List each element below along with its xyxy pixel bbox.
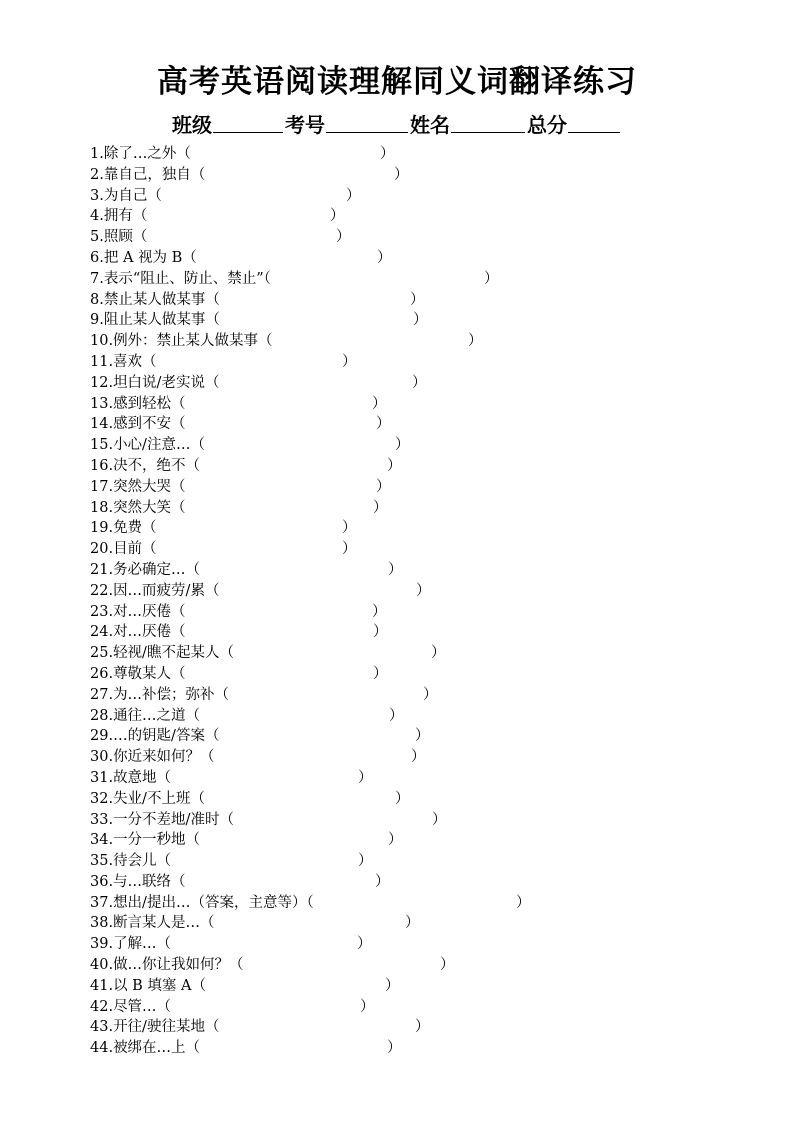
question-text: 为…补偿；弥补（ <box>113 686 230 703</box>
question-number: 39. <box>90 936 114 953</box>
question-number: 26. <box>90 665 114 682</box>
question-number: 44. <box>90 1040 114 1057</box>
question-number: 21. <box>90 561 114 578</box>
name-blank[interactable] <box>451 112 525 133</box>
question-number: 15. <box>90 437 114 454</box>
exam-no-blank[interactable] <box>326 112 408 133</box>
question-number: 16. <box>90 457 114 474</box>
question-item <box>90 1038 750 1059</box>
answer-blank-close-paren: ） <box>342 520 357 537</box>
question-number: 10. <box>90 333 114 350</box>
question-number: 41. <box>90 977 114 994</box>
question-text: 尊敬某人（ <box>113 665 186 682</box>
question-item <box>90 539 750 560</box>
question-text: 小心/注意…（ <box>113 437 205 454</box>
answer-blank-close-paren: ） <box>373 624 388 641</box>
question-text: 故意地（ <box>113 769 172 786</box>
question-item <box>90 206 750 227</box>
question-text: 你近来如何？（ <box>113 749 215 766</box>
question-item <box>90 414 750 435</box>
question-text: 突然大哭（ <box>113 478 186 495</box>
question-text: 因…而疲劳/累（ <box>113 582 220 599</box>
answer-blank-close-paren: ） <box>416 582 431 599</box>
question-item <box>90 165 750 186</box>
question-item <box>90 144 750 165</box>
question-number: 23. <box>90 603 114 620</box>
question-text: 表示“阻止、防止、禁止”（ <box>103 270 271 287</box>
question-item <box>90 1017 750 1038</box>
question-text: 做…你让我如何？（ <box>113 957 244 974</box>
question-text: 目前（ <box>113 541 157 558</box>
question-number: 3. <box>90 187 104 204</box>
answer-blank-close-paren: ） <box>387 457 402 474</box>
question-number: 6. <box>90 249 104 266</box>
question-number: 40. <box>90 957 114 974</box>
question-item <box>90 498 750 519</box>
answer-blank-close-paren: ） <box>372 603 387 620</box>
answer-blank-close-paren: ） <box>412 374 427 391</box>
question-item <box>90 269 750 290</box>
question-item <box>90 997 750 1018</box>
answer-blank-close-paren: ） <box>394 166 409 183</box>
question-item <box>90 664 750 685</box>
question-number: 43. <box>90 1019 114 1036</box>
question-list <box>90 144 750 1059</box>
question-item <box>90 685 750 706</box>
name-label: 姓名 <box>410 113 450 137</box>
question-item <box>90 893 750 914</box>
question-number: 35. <box>90 853 114 870</box>
answer-blank-close-paren: ） <box>411 749 426 766</box>
answer-blank-close-paren: ） <box>395 437 410 454</box>
question-text: 务必确定…（ <box>113 561 201 578</box>
question-item <box>90 477 750 498</box>
question-item <box>90 810 750 831</box>
question-number: 7. <box>90 270 104 287</box>
answer-blank-close-paren: ） <box>440 957 455 974</box>
question-item <box>90 955 750 976</box>
question-item <box>90 747 750 768</box>
question-text: 被绑在…上（ <box>113 1040 201 1057</box>
question-text: 喜欢（ <box>113 353 157 370</box>
question-text: 拥有（ <box>103 208 148 225</box>
answer-blank-close-paren: ） <box>358 853 373 870</box>
question-number: 25. <box>90 645 114 662</box>
question-number: 18. <box>90 499 114 516</box>
question-number: 12. <box>90 374 114 391</box>
question-text: 照顾（ <box>103 229 148 246</box>
question-item <box>90 310 750 331</box>
question-number: 20. <box>90 541 114 558</box>
question-text: 通往…之道（ <box>113 707 201 724</box>
question-text: 尽管…（ <box>113 998 172 1015</box>
answer-blank-close-paren: ） <box>357 936 372 953</box>
question-text: 一分一秒地（ <box>113 832 201 849</box>
question-item <box>90 706 750 727</box>
question-number: 24. <box>90 624 114 641</box>
question-text: 例外：禁止某人做某事（ <box>113 333 273 350</box>
question-text: 靠自己，独自（ <box>103 166 206 183</box>
question-number: 30. <box>90 749 114 766</box>
question-number: 28. <box>90 707 114 724</box>
question-text: 轻视/瞧不起某人（ <box>113 645 234 662</box>
answer-blank-close-paren: ） <box>387 1040 402 1057</box>
answer-blank-close-paren: ） <box>373 499 388 516</box>
answer-blank-close-paren: ） <box>336 229 351 246</box>
class-label: 班级 <box>172 113 212 137</box>
question-number: 31. <box>90 769 114 786</box>
question-item <box>90 394 750 415</box>
question-item <box>90 456 750 477</box>
class-blank[interactable] <box>213 112 283 133</box>
question-item <box>90 851 750 872</box>
question-number: 9. <box>90 312 104 329</box>
question-text: 免费（ <box>113 520 157 537</box>
question-item <box>90 622 750 643</box>
question-number: 42. <box>90 998 114 1015</box>
score-label: 总分 <box>527 113 567 137</box>
question-number: 36. <box>90 873 114 890</box>
question-item <box>90 602 750 623</box>
question-item <box>90 186 750 207</box>
answer-blank-close-paren: ） <box>342 541 357 558</box>
question-number: 27. <box>90 686 114 703</box>
question-number: 32. <box>90 790 114 807</box>
question-text: 一分不差地/准时（ <box>113 811 234 828</box>
question-number: 2. <box>90 166 104 183</box>
answer-blank-close-paren: ） <box>330 208 345 225</box>
question-text: 阻止某人做某事（ <box>103 312 220 329</box>
question-text: 感到不安（ <box>113 416 186 433</box>
question-item <box>90 830 750 851</box>
question-text: 想出/提出…（答案，主意等）（ <box>113 894 314 911</box>
question-number: 13. <box>90 395 114 412</box>
question-text: 以 B 填塞 A（ <box>113 977 207 994</box>
answer-blank-close-paren: ） <box>405 915 420 932</box>
answer-blank-close-paren: ） <box>375 873 390 890</box>
question-item <box>90 726 750 747</box>
question-item <box>90 331 750 352</box>
answer-blank-close-paren: ） <box>358 769 373 786</box>
answer-blank-close-paren: ） <box>389 707 404 724</box>
answer-blank-close-paren: ） <box>373 665 388 682</box>
question-item <box>90 643 750 664</box>
question-item <box>90 976 750 997</box>
question-number: 34. <box>90 832 114 849</box>
answer-blank-close-paren: ） <box>377 249 392 266</box>
question-number: 14. <box>90 416 114 433</box>
question-number: 19. <box>90 520 114 537</box>
question-number: 8. <box>90 291 104 308</box>
answer-blank-close-paren: ） <box>388 832 403 849</box>
question-number: 1. <box>90 146 104 162</box>
student-info-line <box>0 110 794 140</box>
answer-blank-close-paren: ） <box>376 416 391 433</box>
answer-blank-close-paren: ） <box>415 728 430 745</box>
answer-blank-close-paren: ） <box>484 270 499 287</box>
question-text: 感到轻松（ <box>113 395 186 412</box>
question-number: 29. <box>90 728 114 745</box>
answer-blank-close-paren: ） <box>388 561 403 578</box>
answer-blank-close-paren: ） <box>516 894 531 911</box>
answer-blank-close-paren: ） <box>423 686 438 703</box>
page-title: 高考英语阅读理解同义词翻译练习 <box>157 64 637 100</box>
question-number: 5. <box>90 229 104 246</box>
question-text: 除了…之外（ <box>103 146 191 162</box>
question-item <box>90 352 750 373</box>
question-text: 对…厌倦（ <box>113 603 186 620</box>
question-item <box>90 248 750 269</box>
question-text: 失业/不上班（ <box>113 790 205 807</box>
question-text: 了解…（ <box>113 936 172 953</box>
question-item <box>90 560 750 581</box>
answer-blank-close-paren: ） <box>385 977 400 994</box>
question-item <box>90 872 750 893</box>
question-text: 突然大笑（ <box>113 499 186 516</box>
answer-blank-close-paren: ） <box>346 187 361 204</box>
question-item <box>90 373 750 394</box>
answer-blank-close-paren: ） <box>372 395 387 412</box>
question-number: 4. <box>90 208 104 225</box>
question-text: 对…厌倦（ <box>113 624 186 641</box>
question-text: 坦白说/老实说（ <box>113 374 220 391</box>
answer-blank-close-paren: ） <box>376 478 391 495</box>
answer-blank-close-paren: ） <box>360 998 375 1015</box>
answer-blank-close-paren: ） <box>431 645 446 662</box>
exam-no-label: 考号 <box>285 113 325 137</box>
answer-blank-close-paren: ） <box>342 353 357 370</box>
question-number: 33. <box>90 811 114 828</box>
question-text: 把 A 视为 B（ <box>103 249 197 266</box>
question-item <box>90 934 750 955</box>
answer-blank-close-paren: ） <box>395 790 410 807</box>
question-item <box>90 227 750 248</box>
question-number: 11. <box>90 353 114 370</box>
question-item <box>90 768 750 789</box>
question-item <box>90 789 750 810</box>
question-number: 17. <box>90 478 114 495</box>
question-text: 开往/驶往某地（ <box>113 1019 220 1036</box>
answer-blank-close-paren: ） <box>432 811 447 828</box>
question-item <box>90 290 750 311</box>
question-text: 禁止某人做某事（ <box>103 291 220 308</box>
question-item <box>90 435 750 456</box>
question-number: 37. <box>90 894 114 911</box>
score-blank[interactable] <box>568 112 620 133</box>
question-text: 为自己（ <box>103 187 162 204</box>
answer-blank-close-paren: ） <box>413 312 428 329</box>
answer-blank-close-paren: ） <box>410 291 425 308</box>
question-item <box>90 913 750 934</box>
question-text: …的钥匙/答案（ <box>113 728 220 745</box>
question-item <box>90 581 750 602</box>
question-text: 决不，绝不（ <box>113 457 201 474</box>
question-item <box>90 518 750 539</box>
answer-blank-close-paren: ） <box>468 333 483 350</box>
answer-blank-close-paren: ） <box>380 146 395 162</box>
question-number: 22. <box>90 582 114 599</box>
answer-blank-close-paren: ） <box>415 1019 430 1036</box>
question-text: 断言某人是…（ <box>113 915 215 932</box>
question-text: 与…联络（ <box>113 873 186 890</box>
question-number: 38. <box>90 915 114 932</box>
question-text: 待会儿（ <box>113 853 172 870</box>
